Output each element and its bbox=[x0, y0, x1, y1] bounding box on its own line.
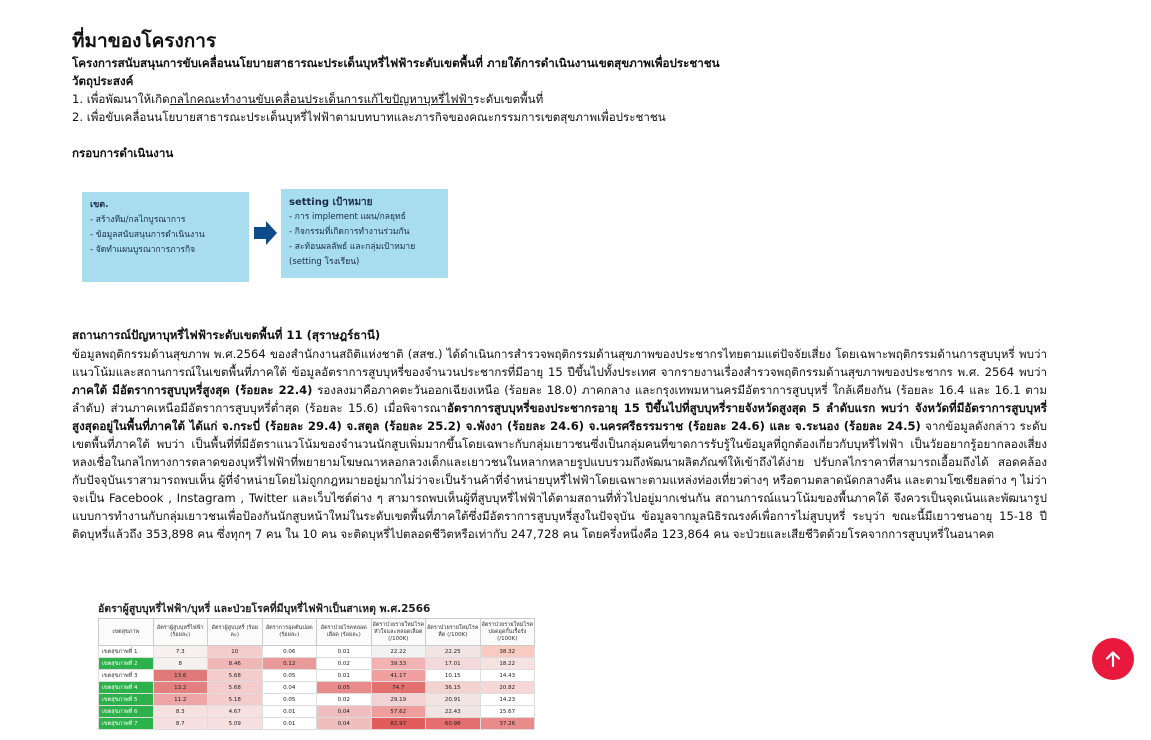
table-header-cell: อัตราป่วยโรคหลอดเลือด (ร้อยละ) bbox=[317, 619, 372, 646]
framework-diagram bbox=[82, 186, 452, 286]
table-header-cell: อัตราป่วยรายใหม่โรคปอดอุดกั้นเรื้อรัง (/100K) bbox=[480, 619, 535, 646]
table-cell: 0.01 bbox=[262, 718, 317, 730]
table-cell: 0.05 bbox=[262, 694, 317, 706]
objective-2: 2. เพื่อขับเคลื่อนนโยบายสาธารณะประเด็นบุหรี่ไฟฟ้าตามบทบาทและภารกิจของคณะกรรมการเขตสุขภาพเพื่อประชาชน bbox=[72, 110, 666, 124]
table-cell: 41.17 bbox=[371, 670, 426, 682]
table-cell: 0.05 bbox=[317, 682, 372, 694]
framework-item: (setting โรงเรียน) bbox=[289, 257, 360, 267]
table-cell: 5.18 bbox=[208, 694, 263, 706]
framework-item: - สร้างทีม/กลไกบูรณาการ bbox=[90, 215, 186, 225]
table-cell: 14.43 bbox=[480, 670, 535, 682]
table-cell: 8.7 bbox=[153, 718, 208, 730]
table-cell: 38.32 bbox=[480, 646, 535, 658]
framework-box-district bbox=[82, 192, 249, 282]
framework-item: - สะท้อนผลลัพธ์ และกลุ่มเป้าหมาย bbox=[289, 242, 416, 252]
table-row-label: เขตสุขภาพที่ 3 bbox=[99, 670, 154, 682]
objective-1-link[interactable]: กลไกคณะทำงานขับเคลื่อนประเด็นการแก้ไขปัญหาบุหรี่ไฟฟ้า bbox=[169, 92, 474, 106]
table-cell: 5.09 bbox=[208, 718, 263, 730]
table-row-label: เขตสุขภาพที่ 7 bbox=[99, 718, 154, 730]
objective-1-post: ระดับเขตพื้นที่ bbox=[473, 92, 544, 106]
table-cell: 22.43 bbox=[426, 706, 481, 718]
table-cell: 13.6 bbox=[153, 670, 208, 682]
table-cell: 74.7 bbox=[371, 682, 426, 694]
table-cell: 0.02 bbox=[317, 658, 372, 670]
framework-item: - การ implement แผน/กลยุทธ์ bbox=[289, 212, 406, 222]
table-cell: 39.33 bbox=[371, 658, 426, 670]
objectives-heading: วัตถุประสงค์ bbox=[72, 74, 134, 88]
table-header-row bbox=[99, 619, 535, 646]
table-row-label: เขตสุขภาพที่ 5 bbox=[99, 694, 154, 706]
table-cell: 8.3 bbox=[153, 706, 208, 718]
table-header-cell: เขตสุขภาพ bbox=[99, 619, 154, 646]
table-row bbox=[99, 682, 535, 694]
table-cell: 82.97 bbox=[371, 718, 426, 730]
table-row-label: เขตสุขภาพที่ 1 bbox=[99, 646, 154, 658]
table-cell: 22.22 bbox=[371, 646, 426, 658]
table-cell: 60.98 bbox=[426, 718, 481, 730]
table-cell: 0.01 bbox=[317, 670, 372, 682]
situation-paragraph bbox=[72, 345, 1047, 543]
section-title: ที่มาของโครงการ bbox=[72, 30, 217, 52]
table-cell: 57.62 bbox=[371, 706, 426, 718]
table-row-label: เขตสุขภาพที่ 2 bbox=[99, 658, 154, 670]
table-row bbox=[99, 706, 535, 718]
framework-item: - กิจกรรมที่เกิดการทำงานร่วมกัน bbox=[289, 227, 410, 237]
framework-box-setting bbox=[281, 189, 448, 278]
table-cell: 10 bbox=[208, 646, 263, 658]
table-cell: 0.01 bbox=[317, 646, 372, 658]
table-cell: 10.15 bbox=[426, 670, 481, 682]
smoking-rate-table-image bbox=[98, 600, 538, 740]
table-cell: 13.2 bbox=[153, 682, 208, 694]
situation-heading: สถานการณ์ปัญหาบุหรี่ไฟฟ้าระดับเขตพื้นที่ 11 (สุราษฎร์ธานี) bbox=[72, 328, 381, 342]
framework-box-district-title: เขต. bbox=[90, 200, 109, 210]
situation-text-3: จากข้อมูลดังกล่าว ระดับเขตพื้นที่ภาคใต้ พบว่า เป็นพื้นที่ที่มีอัตราแนวโน้มของจำนวนนักสูบเพิ่มมากขึ้นโดยเฉพาะกับกลุ่มเยาวชนซึ่งเป็นกลุ่มคนที่ขาดการรับรู้ในข้อมูลที่ถูกต้องเกี่ยวกับบุหรี่ไฟฟ้า เป็นวัยอยากรู้อยากลองเสี่ยงหลงเชื่อในกลไกทางการตลาดของบุหรี่ไฟฟ้าที่พยายามโฆษณาหลอกลวงเด็กและเยาวชนในหลากหลายรูปแบบรวมถึงพัฒนาผลิตภัณฑ์ให้เข้าถึงได้ง่าย ปรับกลไกราคาที่สามารถเอื้อมถึงได้ สอดคล้องกับปัจจุบันเราสามารถพบเห็น ผู้ที่จำหน่ายโดยไม่ถูกกฎหมายอยู่มากไม่ว่าจะเป็นร้านค้าที่จำหน่ายบุหรี่ไฟฟ้าโดยเฉพาะตามแหล่งท่องเที่ยวต่างๆ หรือตามตลาดนัดกลางคืน และตามโซเชียลต่าง ๆ ไม่ว่าจะเป็น Facebook , Instagram , Twitter และเว็บไซต์ต่าง ๆ สามารถพบเห็นผู้ที่สูบบุหรี่ไฟฟ้าได้ตามสถานที่ทั่วไปอยู่มากเช่นกัน สถานการณ์แนวโน้มของพื้นภาคใต้ จึงควรเป็นจุดเน้นและพัฒนารูปแบบการทำงานกับกลุ่มเยาวชนเพื่อป้องกันนักสูบหน้าใหม่ในระดับเขตพื้นที่ภาคใต้ซึ่งมีอัตราการสูบบุหรี่สูงในปัจจุบัน ข้อมูลจากมูลนิธิรณรงค์เพื่อการไม่สูบบุหรี่ ระบุว่า ขณะนี้มีเยาวชนอายุ 15-18 ปี ติดบุหรี่แล้วถึง 353,898 คน ซึ่งทุกๆ 7 คน ใน 10 คน จะติดบุหรี่ไปตลอดชีวิตหรือเท่ากับ 247,728 คน โดยครึ่งหนึ่งคือ 123,864 คน จะป่วยและเสียชีวิตด้วยโรคจากการสูบบุหรี่ในอนาคต bbox=[72, 419, 1047, 541]
table-cell: 0.12 bbox=[262, 658, 317, 670]
table-header-cell: อัตราป่วยรายใหม่โรคหืด (/100K) bbox=[426, 619, 481, 646]
table-cell: 36.15 bbox=[426, 682, 481, 694]
framework-item: - ข้อมูลสนับสนุนการดำเนินงาน bbox=[90, 230, 205, 240]
table-header-cell: อัตราผู้สูบบุหรี่ไฟฟ้า (ร้อยละ) bbox=[153, 619, 208, 646]
situation-bold-1: ภาคใต้ มีอัตราการสูบบุหรี่สูงสุด (ร้อยละ 22.4) bbox=[72, 383, 313, 397]
table-cell: 0.04 bbox=[317, 718, 372, 730]
smoking-rate-table bbox=[98, 618, 535, 730]
project-name: โครงการสนับสนุนการขับเคลื่อนนโยบายสาธารณะประเด็นบุหรี่ไฟฟ้าระดับเขตพื้นที่ ภายใต้การดำเนินงานเขตสุขภาพเพื่อประชาชน bbox=[72, 56, 720, 70]
table-cell: 37.26 bbox=[480, 718, 535, 730]
table-cell: 0.06 bbox=[262, 646, 317, 658]
table-cell: 7.3 bbox=[153, 646, 208, 658]
table-row bbox=[99, 658, 535, 670]
table-cell: 29.19 bbox=[371, 694, 426, 706]
scroll-to-top-button[interactable] bbox=[1092, 638, 1134, 680]
table-cell: 8.46 bbox=[208, 658, 263, 670]
table-cell: 0.05 bbox=[262, 670, 317, 682]
objective-1-pre: 1. เพื่อพัฒนาให้เกิด bbox=[72, 92, 170, 106]
table-cell: 0.04 bbox=[317, 706, 372, 718]
table-cell: 0.04 bbox=[262, 682, 317, 694]
situation-bold-2: อัตราการสูบบุหรี่ของประชากรอายุ 15 ปีขึ้นไปที่สูบบุหรี่รายจังหวัดสูงสุด 5 ลำดับแรก พบว่า จังหวัดที่มีอัตราการสูบบุหรี่สูงสุดอยู่ในพื้นที่ภาคใต้ ได้แก่ จ.กระบี่ (ร้อยละ 29.4) จ.สตูล (ร้อยละ 25.2) จ.พังงา (ร้อยละ 24.6) จ.นครศรีธรรมราช (ร้อยละ 24.6) และ จ.ระนอง (ร้อยละ 24.5) bbox=[72, 401, 1047, 433]
table-cell: 0.02 bbox=[317, 694, 372, 706]
table-row bbox=[99, 646, 535, 658]
framework-box-setting-title: setting เป้าหมาย bbox=[289, 197, 373, 208]
table-cell: 4.67 bbox=[208, 706, 263, 718]
table-cell: 8 bbox=[153, 658, 208, 670]
table-row bbox=[99, 694, 535, 706]
table-row bbox=[99, 718, 535, 730]
table-cell: 14.23 bbox=[480, 694, 535, 706]
table-cell: 17.01 bbox=[426, 658, 481, 670]
situation-text-2: รองลงมาคือภาคตะวันออกเฉียงเหนือ (ร้อยละ 18.0) ภาคกลาง และกรุงเทพมหานครมีอัตราการสูบบุหรี่ ใกล้เคียงกัน (ร้อยละ 16.4 และ 16.1 ตามลำดับ) ส่วนภาคเหนือมีอัตราการสูบบุหรี่ต่ำสุด (ร้อยละ 15.6) เมื่อพิจารณา bbox=[72, 383, 1047, 415]
table-body bbox=[99, 646, 535, 730]
table-cell: 20.82 bbox=[480, 682, 535, 694]
table-cell: 22.25 bbox=[426, 646, 481, 658]
table-cell: 11.2 bbox=[153, 694, 208, 706]
situation-text-1: ข้อมูลพฤติกรรมด้านสุขภาพ พ.ศ.2564 ของสำนักงานสถิติแห่งชาติ (สสช.) ได้ดำเนินการสำรวจพฤติกรรมด้านสุขภาพของประชากรไทยตามแต่ปัจจัยเสี่ยง โดยเฉพาะพฤติกรรมด้านการสูบบุหรี่ พบว่า แนวโน้มและสถานการณ์ในเขตพื้นที่ภาคใต้ ข้อมูลอัตราการสูบบุหรี่ของจำนวนประชากรที่มีอายุ 15 ปีขึ้นไปทั้งประเทศ จากรายงานเรื่องสำรวจพฤติกรรมด้านสุขภาพของประชากร พ.ศ. 2564 พบว่า bbox=[72, 347, 1047, 379]
table-row-label: เขตสุขภาพที่ 4 bbox=[99, 682, 154, 694]
table-cell: 5.68 bbox=[208, 682, 263, 694]
table-row-label: เขตสุขภาพที่ 6 bbox=[99, 706, 154, 718]
framework-item: - จัดทำแผนบูรณาการภารกิจ bbox=[90, 245, 196, 255]
objective-1 bbox=[72, 90, 543, 108]
table-cell: 15.67 bbox=[480, 706, 535, 718]
table-header-cell: อัตราป่วยรายใหม่โรคหัวใจและหลอดเลือด (/100K) bbox=[371, 619, 426, 646]
arrow-up-icon bbox=[1103, 649, 1123, 669]
table-header-cell: อัตราการอุดตันปอด (ร้อยละ) bbox=[262, 619, 317, 646]
table-cell: 20.91 bbox=[426, 694, 481, 706]
table-cell: 5.68 bbox=[208, 670, 263, 682]
table-title: อัตราผู้สูบบุหรี่ไฟฟ้า/บุหรี่ และป่วยโรคที่มีบุหรี่ไฟฟ้าเป็นสาเหตุ พ.ศ.2566 bbox=[98, 603, 431, 615]
table-header-cell: อัตราผู้สูบบุหรี่ (ร้อยละ) bbox=[208, 619, 263, 646]
framework-heading: กรอบการดำเนินงาน bbox=[72, 146, 174, 160]
table-cell: 18.22 bbox=[480, 658, 535, 670]
table-row bbox=[99, 670, 535, 682]
table-cell: 0.01 bbox=[262, 706, 317, 718]
